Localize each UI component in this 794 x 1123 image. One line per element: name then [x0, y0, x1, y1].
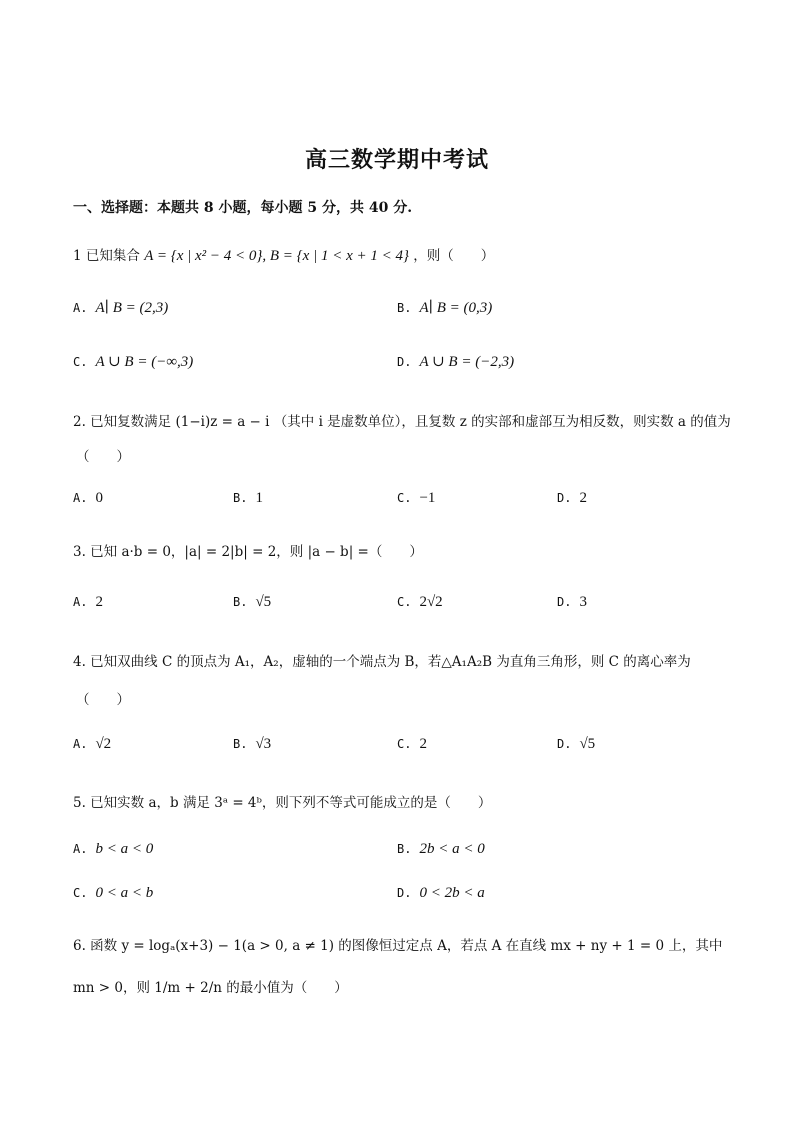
q1-option-c[interactable] — [73, 352, 193, 371]
question-1-prefix: 1 已知集合 — [73, 248, 140, 264]
option-label: A. — [73, 491, 88, 505]
q4-option-d[interactable] — [557, 736, 595, 753]
question-6-line-2: mn > 0，则 1/m + 2/n 的最小值为（ ） — [73, 980, 348, 996]
option-label: C. — [73, 886, 88, 900]
q3-option-a[interactable] — [73, 594, 103, 611]
option-text: 2 — [95, 594, 103, 610]
page-title: 高三数学期中考试 — [304, 147, 489, 173]
option-label: D. — [397, 355, 412, 369]
option-text: A∣ B = (2,3) — [95, 300, 169, 316]
option-label: C. — [73, 355, 88, 369]
option-text: A ∪ B = (−2,3) — [419, 354, 515, 370]
option-text: 0 — [95, 490, 103, 506]
option-label: A. — [73, 595, 88, 609]
q5-option-c[interactable] — [73, 885, 153, 902]
q3-option-c[interactable] — [397, 594, 443, 611]
q4-option-b[interactable] — [233, 736, 271, 753]
option-text: A ∪ B = (−∞,3) — [95, 354, 194, 370]
option-text: √3 — [255, 736, 272, 752]
option-text: 1 — [255, 490, 263, 506]
q1-option-a[interactable] — [73, 298, 168, 317]
question-4-line-2: （ ） — [76, 692, 130, 708]
option-label: B. — [233, 595, 248, 609]
option-text: 2 — [579, 490, 587, 506]
option-text: 2√2 — [419, 594, 443, 610]
option-label: D. — [557, 595, 572, 609]
q5-option-a[interactable] — [73, 841, 153, 858]
option-text: 2 — [419, 736, 427, 752]
question-3: 3. 已知 a·b = 0，|a| = 2|b| = 2，则 |a − b| =（ ） — [73, 544, 423, 560]
q4-option-a[interactable] — [73, 736, 111, 753]
q5-option-b[interactable] — [397, 841, 485, 858]
option-text: √5 — [579, 736, 596, 752]
q1-option-b[interactable] — [397, 298, 492, 317]
question-2-line-2: （ ） — [76, 449, 130, 465]
option-label: A. — [73, 737, 88, 751]
q5-option-d[interactable] — [397, 885, 485, 902]
q2-option-b[interactable] — [233, 490, 263, 507]
option-label: C. — [397, 595, 412, 609]
option-label: B. — [397, 842, 412, 856]
option-text: A∣ B = (0,3) — [419, 300, 493, 316]
option-label: A. — [73, 842, 88, 856]
option-label: C. — [397, 737, 412, 751]
question-1-suffix: ，则（ ） — [413, 248, 495, 264]
q1-option-d[interactable] — [397, 352, 514, 371]
option-text: √5 — [255, 594, 272, 610]
option-text: 2b < a < 0 — [419, 841, 485, 857]
question-1-math: A = {x | x² − 4 < 0}, B = {x | 1 < x + 1 < 4} — [144, 248, 409, 264]
option-label: B. — [397, 301, 412, 315]
option-text: 0 < a < b — [95, 885, 154, 901]
q4-option-c[interactable] — [397, 736, 427, 753]
question-1 — [73, 244, 494, 265]
question-6-line-1: 6. 函数 y = logₐ(x+3) − 1(a > 0, a ≠ 1) 的图像恒过定点 A，若点 A 在直线 mx + ny + 1 = 0 上，其中 — [73, 938, 723, 954]
option-label: A. — [73, 301, 88, 315]
option-label: B. — [233, 491, 248, 505]
option-label: B. — [233, 737, 248, 751]
q3-option-b[interactable] — [233, 594, 271, 611]
option-text: b < a < 0 — [95, 841, 154, 857]
option-text: 3 — [579, 594, 587, 610]
section-heading: 一、选择题：本题共 8 小题，每小题 5 分，共 40 分. — [73, 200, 413, 216]
question-5: 5. 已知实数 a，b 满足 3ᵃ = 4ᵇ，则下列不等式可能成立的是（ ） — [73, 795, 492, 811]
question-4-line-1: 4. 已知双曲线 C 的顶点为 A₁，A₂，虚轴的一个端点为 B，若△A₁A₂B 为直角三角形，则 C 的离心率为 — [73, 654, 691, 670]
q2-option-a[interactable] — [73, 490, 103, 507]
question-2-line-1: 2. 已知复数满足 (1−i)z = a − i （其中 i 是虚数单位），且复数 z 的实部和虚部互为相反数，则实数 a 的值为 — [73, 414, 731, 430]
option-label: D. — [397, 886, 412, 900]
q2-option-c[interactable] — [397, 490, 435, 507]
option-text: 0 < 2b < a — [419, 885, 485, 901]
q3-option-d[interactable] — [557, 594, 587, 611]
option-label: D. — [557, 491, 572, 505]
q2-option-d[interactable] — [557, 490, 587, 507]
option-label: C. — [397, 491, 412, 505]
option-label: D. — [557, 737, 572, 751]
option-text: √2 — [95, 736, 112, 752]
option-text: −1 — [419, 490, 436, 506]
